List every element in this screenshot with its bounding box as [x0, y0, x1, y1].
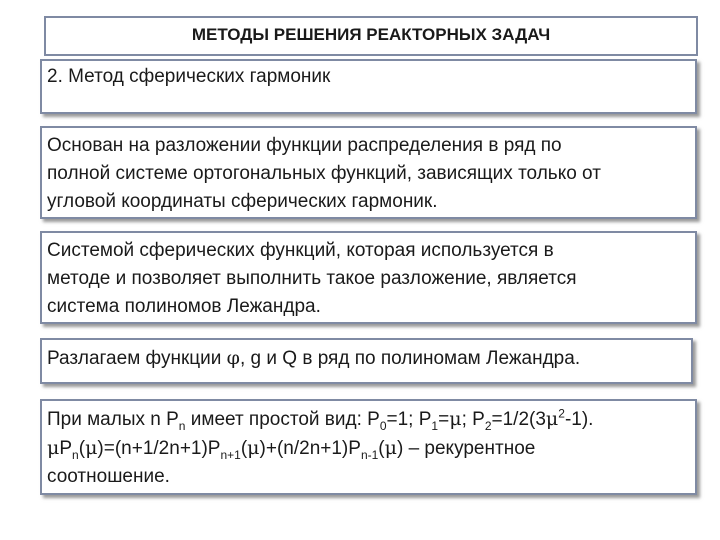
- text-part: )=(n+1/2n+1)P: [97, 438, 221, 459]
- text-part: P: [59, 438, 73, 459]
- text-part: (: [240, 438, 248, 459]
- mu-symbol: μ: [85, 437, 98, 459]
- small-n-line-3: соотношение.: [47, 466, 170, 487]
- mu-symbol: μ: [545, 408, 559, 430]
- basis-box: [40, 126, 697, 219]
- text-part: (: [78, 438, 86, 459]
- text-part: имеет простой вид: P: [185, 409, 380, 430]
- slide-title: МЕТОДЫ РЕШЕНИЯ РЕАКТОРНЫХ ЗАДАЧ: [191, 25, 551, 44]
- phi-symbol: φ: [226, 347, 240, 369]
- small-n-box: [40, 399, 697, 495]
- subscript: 0: [379, 418, 387, 433]
- expansion-text: [47, 344, 686, 373]
- text-part: ; P: [461, 409, 485, 430]
- text-part: ) – рекурентное: [396, 438, 536, 459]
- slide-title-box: [44, 16, 698, 56]
- basis-line-1: Основан на разложении функции распределения в ряд по: [47, 135, 562, 156]
- text-part: -1).: [564, 409, 594, 430]
- text-part: При малых n P: [47, 409, 179, 430]
- subscript: n+1: [220, 447, 241, 462]
- mu-symbol: μ: [384, 437, 397, 459]
- subscript: n-1: [360, 447, 379, 462]
- text-part: (: [378, 438, 385, 459]
- mu-symbol: μ: [449, 408, 462, 430]
- superscript: 2: [558, 406, 565, 421]
- mu-symbol: μ: [47, 437, 60, 459]
- expansion-rest: , g и Q в ряд по полиномам Лежандра.: [239, 348, 581, 369]
- basis-line-3: угловой координаты сферических гармоник.: [47, 191, 438, 212]
- subscript: 1: [431, 418, 439, 433]
- text-part: =: [438, 409, 450, 430]
- system-box: [40, 231, 697, 324]
- mu-symbol: μ: [247, 437, 260, 459]
- method-box: [40, 59, 697, 114]
- subscript: n: [178, 418, 186, 433]
- text-part: =1/2(3: [491, 409, 546, 430]
- small-n-line-2: [47, 434, 690, 463]
- small-n-line-1: [47, 405, 690, 434]
- text-part: =1; P: [386, 409, 432, 430]
- method-heading: 2. Метод сферических гармоник: [47, 66, 331, 87]
- system-line-3: система полиномов Лежандра.: [47, 296, 321, 317]
- subscript: 2: [484, 418, 492, 433]
- subscript: n: [72, 447, 79, 462]
- system-line-1: Системой сферических функций, которая используется в: [47, 240, 554, 261]
- expansion-box: [40, 338, 693, 384]
- basis-line-2: полной системе ортогональных функций, зависящих только от: [47, 163, 601, 184]
- system-line-2: методе и позволяет выполнить такое разложение, является: [47, 268, 577, 289]
- expansion-pre: Разлагаем функции: [47, 348, 227, 369]
- text-part: )+(n/2n+1)P: [259, 438, 361, 459]
